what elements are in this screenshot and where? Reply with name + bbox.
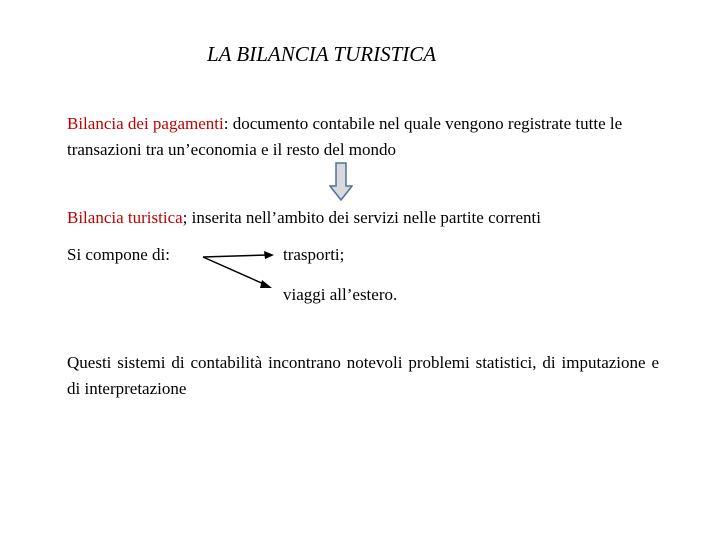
tourism-text: ; inserita nell’ambito dei servizi nelle partite correnti [182, 208, 541, 227]
tourism-term: Bilancia turistica [67, 208, 183, 227]
components-label: Si compone di: [67, 245, 170, 264]
conclusion-paragraph: Questi sistemi di contabilità incontrano notevoli problemi statistici, di imputazione e di interpretazione [67, 353, 659, 398]
slide-title: LA BILANCIA TURISTICA [207, 42, 437, 66]
component-item-transport: trasporti; [283, 245, 345, 264]
definition-paragraph [67, 111, 667, 163]
component-item-travel: viaggi all’estero. [283, 285, 398, 304]
branch-arrows-icon [200, 245, 280, 295]
tourism-paragraph [67, 205, 541, 231]
definition-term: Bilancia dei pagamenti [67, 114, 224, 133]
definition-text: : documento contabile nel quale vengono registrate tutte le transazioni tra un’economia e il resto del mondo [67, 114, 623, 159]
down-arrow-icon [329, 162, 353, 202]
